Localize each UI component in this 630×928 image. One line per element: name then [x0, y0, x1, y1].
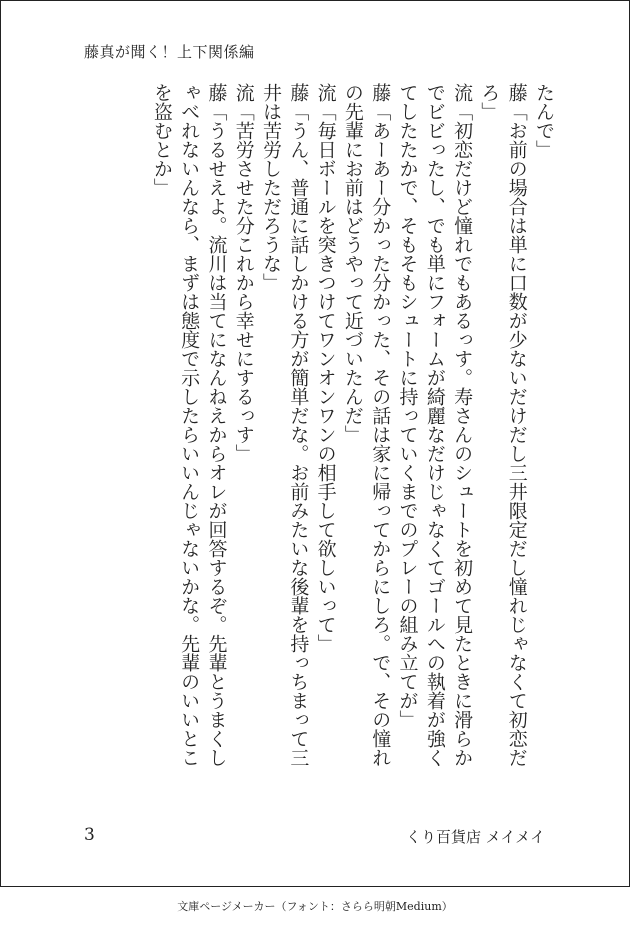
- body-line: の先輩にお前はどうやって近づいたんだ」: [341, 83, 364, 444]
- page-header-title: 藤真が聞く！上下関係編: [84, 43, 255, 61]
- body-line: たんで」: [533, 83, 555, 159]
- body-line: 藤「うん、普通に話しかける方が簡単だな。お前みたいな後輩を持っちまって三: [287, 83, 310, 767]
- circle-name: くり百貨店 メイメイ: [405, 828, 545, 846]
- body-line: 流「毎日ボールを突きつけてワンオンワンの相手して欲しいって」: [314, 83, 337, 653]
- body-line: 流「苦労させた分これから幸せにするっす」: [232, 83, 255, 463]
- body-line: てしたたかで、そもそもシュートに持っていくまでのプレーの組み立てが」: [396, 83, 419, 729]
- page-number: 3: [84, 825, 95, 845]
- body-line: 藤「あーあー分かった分かった、その話は家に帰ってからにしろ。で、その憧れ: [369, 83, 392, 767]
- body-line: 井は苦労しただろうな」: [260, 83, 283, 292]
- body-line: でビビったし、でも単にフォームが綺麗なだけじゃなくてゴールへの執着が強く: [423, 83, 446, 767]
- body-line: を盗むとか」: [150, 83, 173, 197]
- body-line: 藤「お前の場合は単に口数が少ないだけだし三井限定だし憧れじゃなくて初恋だ: [505, 83, 528, 767]
- body-line: 流「初恋だけど憧れでもあるっす。寿さんのシュートを初めて見たときに滑らか: [451, 83, 474, 767]
- vertical-body-text: [77, 83, 557, 813]
- body-line: 藤「うるせえよ。流川は当てになんねえからオレが回答するぞ。先輩とうまくし: [205, 83, 228, 767]
- body-line: ゃべれないんなら、まずは態度で示したらいいんじゃないかな。先輩のいいとこ: [178, 83, 201, 767]
- body-line: ろ」: [478, 83, 501, 121]
- footer-credit: 文庫ページメーカー（フォント：さらら明朝Medium）: [177, 900, 453, 913]
